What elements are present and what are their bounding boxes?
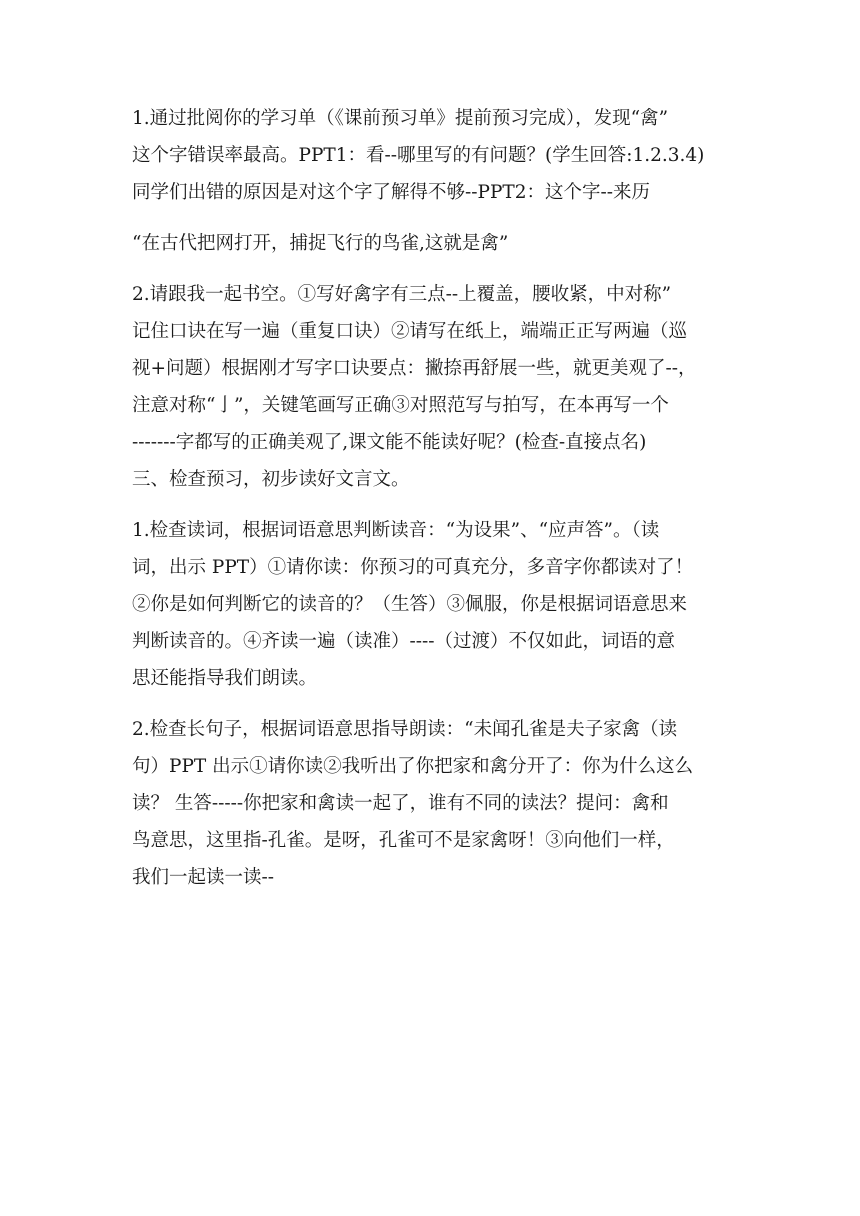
paragraph-4 bbox=[132, 512, 742, 697]
text-line: 判断读音的。④齐读一遍（读准）----（过渡）不仅如此，词语的意 bbox=[132, 631, 676, 652]
text-line: “在古代把网打开，捕捉飞行的鸟雀,这就是禽” bbox=[132, 233, 509, 254]
paragraph-1 bbox=[132, 100, 742, 211]
text-line: 这个字错误率最高。PPT1：看--哪里写的有问题？(学生回答:1.2.3.4) bbox=[132, 145, 705, 166]
text-line: 鸟意思，这里指-孔雀。是呀，孔雀可不是家禽呀！③向他们一样， bbox=[132, 830, 675, 851]
text-line: 注意对称“亅”，关键笔画写正确③对照范写与拍写，在本再写一个 bbox=[132, 395, 669, 416]
document-page bbox=[132, 100, 742, 896]
text-line: 2.检查长句子，根据词语意思指导朗读：“未闻孔雀是夫子家禽（读 bbox=[132, 719, 678, 740]
text-line: 句）PPT 出示①请你读②我听出了你把家和禽分开了：你为什么这么 bbox=[132, 756, 694, 777]
text-line: 1.通过批阅你的学习单（《课前预习单》提前预习完成），发现“禽” bbox=[132, 108, 669, 129]
section-heading: 三、检查预习，初步读好文言文。 bbox=[132, 469, 410, 490]
text-line: 思还能指导我们朗读。 bbox=[132, 668, 318, 689]
text-line: 我们一起读一读-- bbox=[132, 867, 275, 888]
text-line: 读？ 生答-----你把家和禽读一起了，谁有不同的读法？提问：禽和 bbox=[132, 793, 669, 814]
text-line: 同学们出错的原因是对这个字了解得不够--PPT2：这个字--来历 bbox=[132, 182, 651, 203]
text-line: 记住口诀在写一遍（重复口诀）②请写在纸上，端端正正写两遍（巡 bbox=[132, 321, 688, 342]
text-line: ②你是如何判断它的读音的？（生答）③佩服，你是根据词语意思来 bbox=[132, 594, 688, 615]
text-line: 词，出示 PPT）①请你读：你预习的可真充分，多音字你都读对了！ bbox=[132, 557, 694, 578]
text-line: 1.检查读词，根据词语意思判断读音：“为设果”、“应声答”。（读 bbox=[132, 520, 660, 541]
text-line: 2.请跟我一起书空。①写好禽字有三点--上覆盖，腰收紧，中对称” bbox=[132, 284, 672, 305]
paragraph-5 bbox=[132, 711, 742, 896]
text-line: -------字都写的正确美观了,课文能不能读好呢？(检查-直接点名) bbox=[132, 432, 647, 453]
paragraph-2 bbox=[132, 225, 742, 262]
paragraph-3 bbox=[132, 276, 742, 498]
text-line: 视+问题）根据刚才写字口诀要点：撇捺再舒展一些，就更美观了--， bbox=[132, 358, 697, 379]
